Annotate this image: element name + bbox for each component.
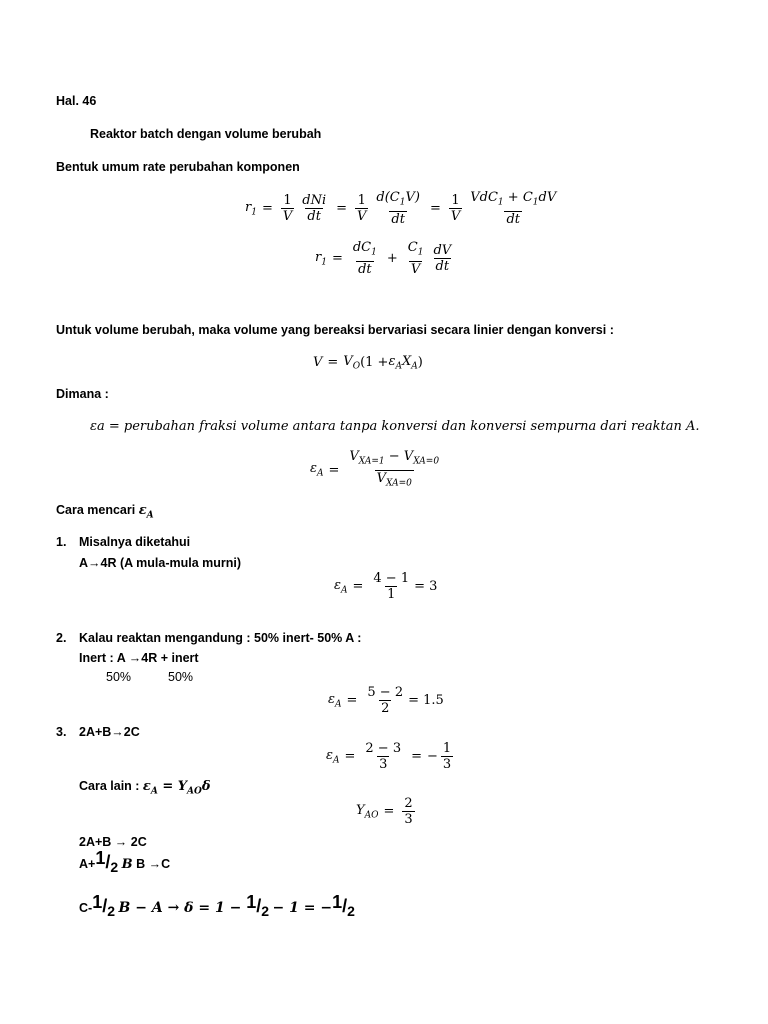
item-2-reaction: Inert : A →4R + inert bbox=[79, 651, 199, 665]
rate-equation-1: $r_1$ = $\frac{1}{V}$ dNi dt = $\frac{1}{V}$ $\frac{d(C_1V)}{dt}$ = $\frac{1}{V}$ $VdC_1 + C_1dV$ dt bbox=[245, 190, 557, 227]
section-title: Reaktor batch dengan volume berubah bbox=[90, 127, 322, 141]
reaction-line-1: 2A+B → 2C bbox=[79, 835, 147, 849]
item-1-reaction: A→4R (A mula-mula murni) bbox=[79, 556, 242, 570]
item-1-text: Misalnya diketahui bbox=[79, 535, 191, 549]
item-3-number: 3. bbox=[56, 725, 67, 739]
delta-equation: C-1/2 B − A → δ = 1 − 1/2 − 1 = −1/2 bbox=[79, 892, 355, 919]
volume-note: Untuk volume berubah, maka volume yang bereaksi bervariasi secara linier dengan konversi : bbox=[56, 323, 614, 337]
item-2-text: Kalau reaktan mengandung : 50% inert- 50% A : bbox=[79, 631, 362, 645]
item-1-equation: $\varepsilon_A$ = $\frac{4 - 1}{1}$ = 3 bbox=[334, 571, 438, 602]
page-label: Hal. 46 bbox=[56, 94, 97, 108]
cara-mencari-label: Cara mencari $\varepsilon_A$ bbox=[56, 503, 154, 521]
item-2-number: 2. bbox=[56, 631, 67, 645]
reaction-line-2: A+1/2 B B →C bbox=[79, 848, 171, 875]
item-1-number: 1. bbox=[56, 535, 67, 549]
dimana-label: Dimana : bbox=[56, 387, 109, 401]
yao-equation: $Y_{AO}$ = $\frac{2}{3}$ bbox=[356, 796, 413, 827]
item-3-text: 2A+B→2C bbox=[79, 725, 140, 739]
item-2-pct-right: 50% bbox=[168, 670, 194, 684]
volume-equation: V = $V_O$ (1 + $\varepsilon_AX_A$ ) bbox=[313, 354, 423, 372]
intro-text: Bentuk umum rate perubahan komponen bbox=[56, 160, 300, 174]
epsilon-definition: εa = perubahan fraksi volume antara tanpa konversi dan konversi sempurna dari reaktan A. bbox=[90, 419, 700, 434]
cara-lain: Cara lain : $\varepsilon_A = Y_{AO}\delta$ bbox=[79, 779, 211, 797]
epsilon-formula: $\varepsilon_A$ = $V_{XA=1} - V_{XA=0}$ $V_{XA=0}$ bbox=[310, 449, 444, 491]
item-3-equation: $\varepsilon_A$ = $\frac{2 - 3}{3}$ = − $\frac{1}{3}$ bbox=[326, 741, 452, 772]
rate-equation-2: $r_1$ = $\frac{dC_1}{dt}$ + $\frac{C_1}{V}$ dV dt bbox=[315, 240, 452, 277]
item-2-pct-left: 50% bbox=[106, 670, 132, 684]
item-2-equation: $\varepsilon_A$ = $\frac{5 - 2}{2}$ = 1.5 bbox=[328, 685, 444, 716]
